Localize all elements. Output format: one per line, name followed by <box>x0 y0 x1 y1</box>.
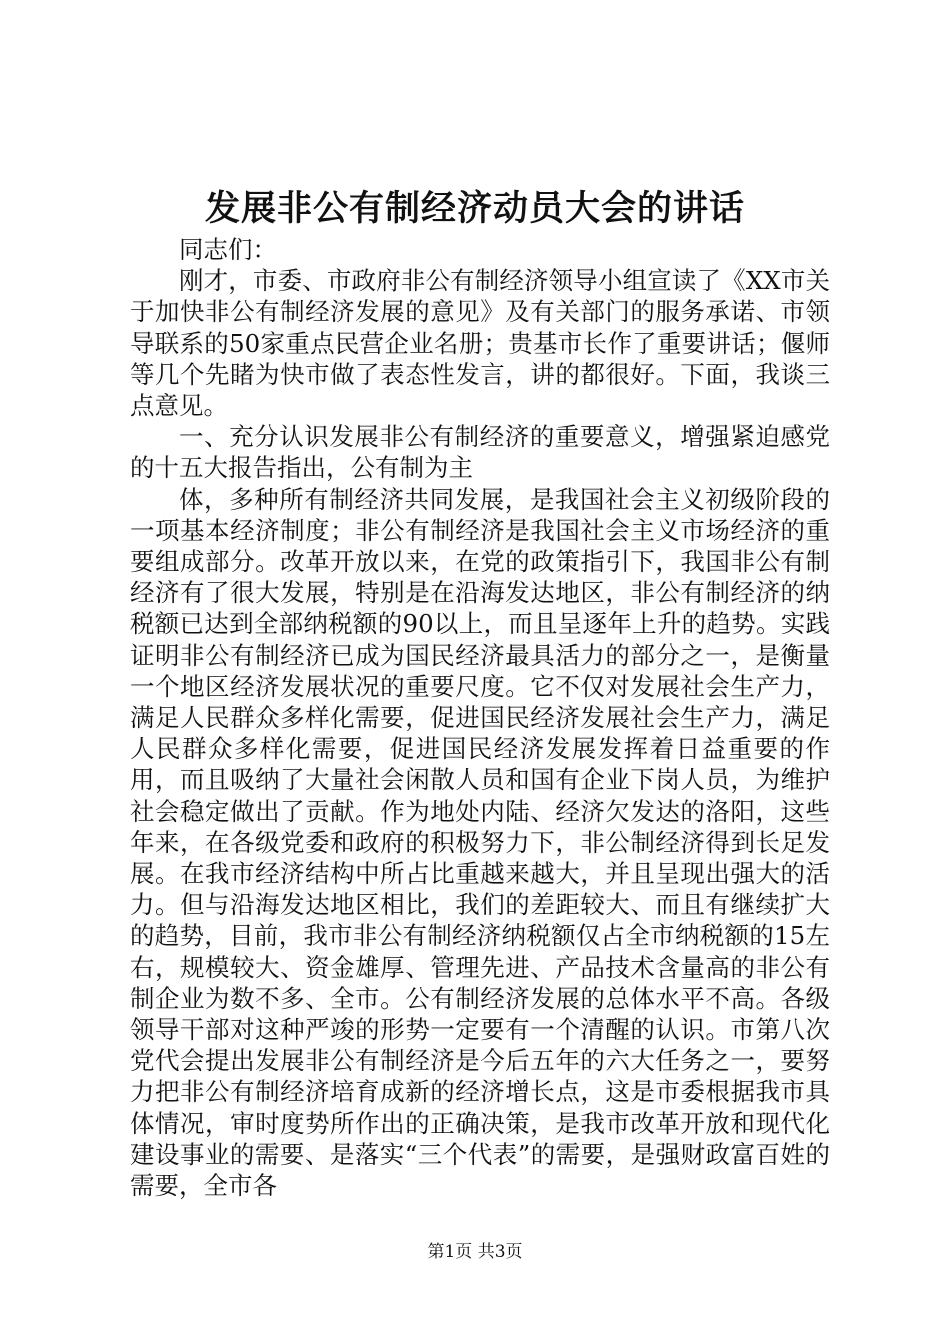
document-title: 发展非公有制经济动员大会的讲话 <box>204 188 745 229</box>
document-body <box>130 234 830 1201</box>
paragraph-opening: 刚才，市委、市政府非公有制经济领导小组宣读了《XX市关于加快非公有制经济发展的意见》及有关部门的服务承诺、市领导联系的50家重点民营企业名册；贵基市长作了重要讲话；偃师等几个先睹为快市做了表态性发言，讲的都很好。下面，我谈三点意见。 <box>130 266 830 421</box>
paragraph-section-heading: 一、充分认识发展非公有制经济的重要意义，增强紧迫感党的十五大报告指出，公有制为主 <box>130 422 830 483</box>
salutation: 同志们： <box>179 235 277 264</box>
page-footer: 第1页 共3页 <box>427 1242 523 1262</box>
paragraph-main: 体，多种所有制经济共同发展，是我国社会主义初级阶段的一项基本经济制度；非公有制经济是我国社会主义市场经济的重要组成部分。改革开放以来，在党的政策指引下，我国非公有制经济有了很大发展，特别是在沿海发达地区，非公有制经济的纳税额已达到全部纳税额的90以上，而且呈逐年上升的趋势。实践证明非公有制经济已成为国民经济最具活力的部分之一，是衡量一个地区经济发展状况的重要尺度。它不仅对发展社会生产力，满足人民群众多样化需要，促进国民经济发展社会生产力，满足人民群众多样化需要，促进国民经济发展发挥着日益重要的作用，而且吸纳了大量社会闲散人员和国有企业下岗人员，为维护社会稳定做出了贡献。作为地处内陆、经济欠发达的洛阳，这些年来，在各级党委和政府的积极努力下，非公制经济得到长足发展。在我市经济结构中所占比重越来越大，并且呈现出强大的活力。但与沿海发达地区相比，我们的差距较大、而且有继续扩大的趋势，目前，我市非公有制经济纳税额仅占全市纳税额的15左右，规模较大、资金雄厚、管理先进、产品技术含量高的非公有制企业为数不多、全市。公有制经济发展的总体水平不高。各级领导干部对这种严竣的形势一定要有一个清醒的认识。市第八次党代会提出发展非公有制经济是今后五年的六大任务之一，要努力把非公有制经济培育成新的经济增长点，这是市委根据我市具体情况，审时度势所作出的正确决策，是我市改革开放和现代化建设事业的需要、是落实“三个代表”的需要，是强财政富百姓的需要，全市各 <box>130 484 830 1201</box>
